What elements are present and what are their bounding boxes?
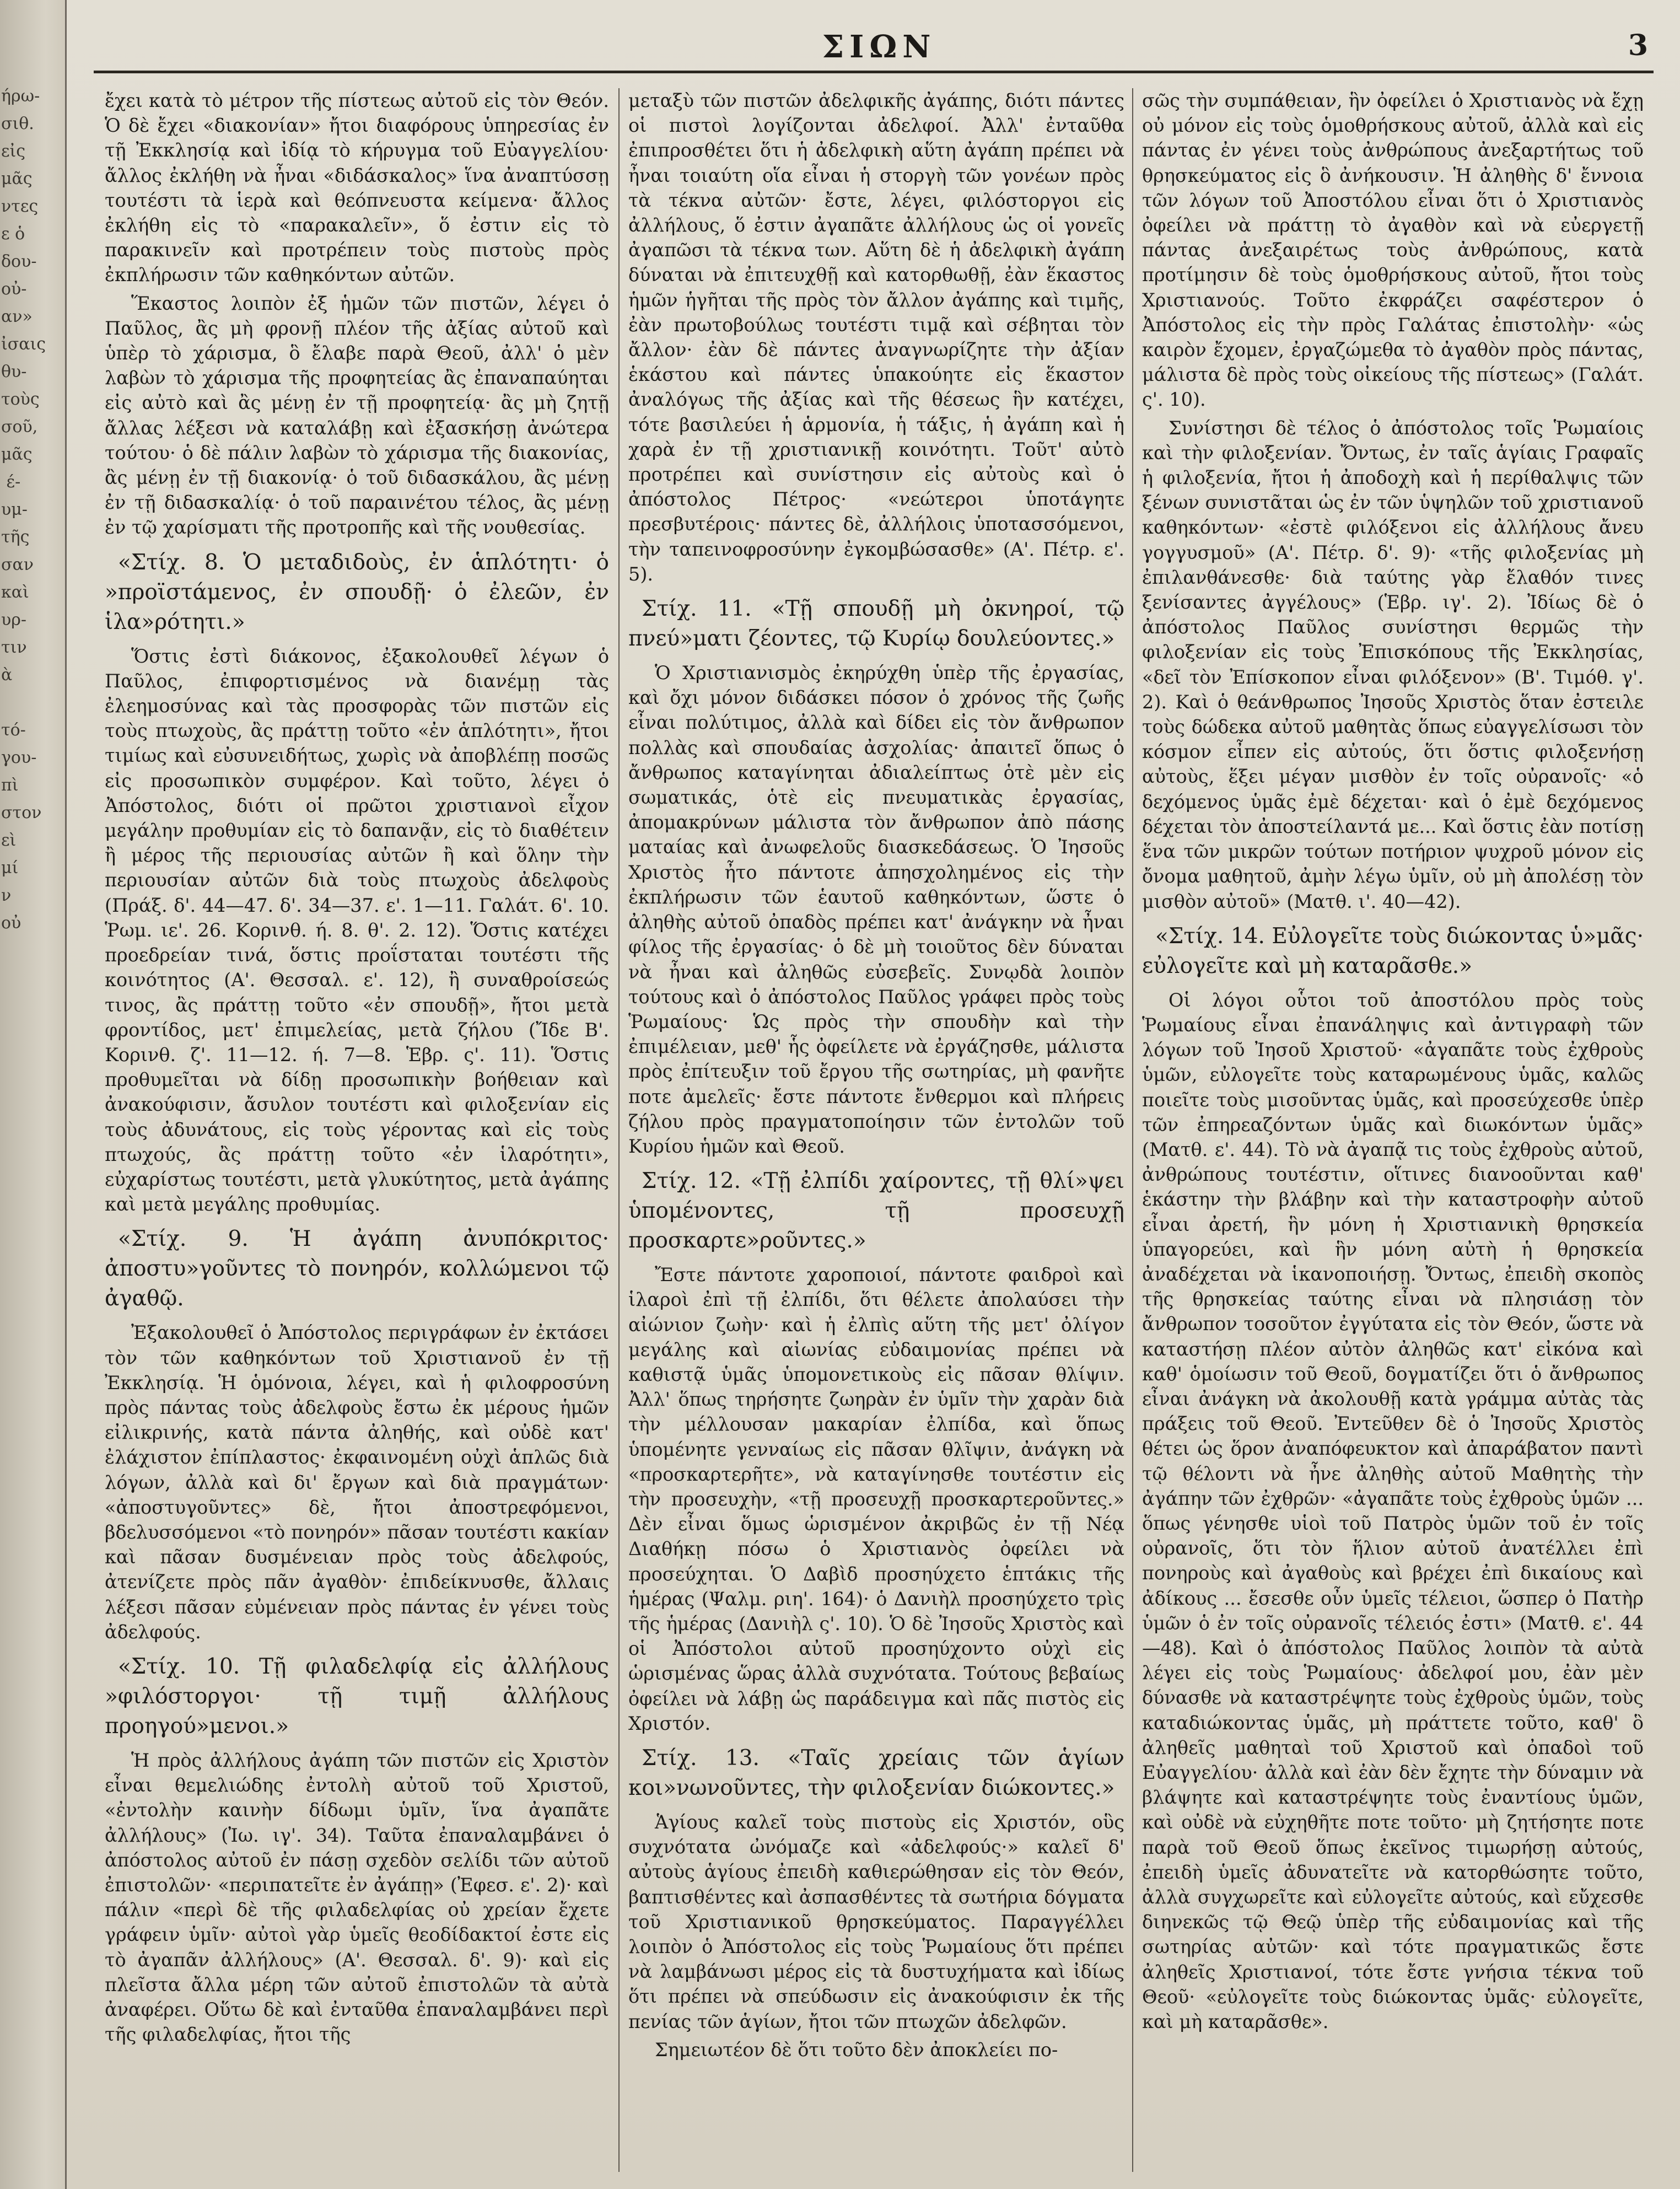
verse-heading: Στίχ. 11. «Τῇ σπουδῇ μὴ ὀκνηροί, τῷ πνεύ»ματι ζέοντες, τῷ Κυρίῳ δουλεύοντες.» bbox=[628, 596, 1124, 652]
verse-heading: «Στίχ. 8. Ὁ μεταδιδοὺς, ἐν ἁπλότητι· ὁ »προϊστάμενος, ἐν σπουδῇ· ὁ ἐλεῶν, ἐν ἱλα»ρότητι.» bbox=[105, 550, 609, 634]
adjacent-page-fragments: ήρω- σιθ. εἰς μᾶς ντες ε ὁ δου- οὐ- αν» ἰσαις θυ- τοὺς σοῦ, μᾶς έ- υμ- τῆς σαν καὶ υρ- τιν ὰ τό- γου- πὶ στον εὶ μί ν οὐ bbox=[1, 87, 46, 933]
verse-heading: Στίχ. 12. «Τῇ ἐλπίδι χαίροντες, τῇ θλί»ψει ὑπομένοντες, τῇ προσευχῇ προσκαρτε»ροῦντες.» bbox=[628, 1169, 1124, 1254]
paragraph: Ὁ Χριστιανισμὸς ἐκηρύχθη ὑπὲρ τῆς ἐργασίας, καὶ ὄχι μόνον διδάσκει πόσον ὁ χρόνος τῆς ζωῆς εἶναι πολύτιμος, ἀλλὰ καὶ δίδει εἰς τὸν ἄνθρωπον πολλὰς καὶ σπουδαίας ἀσχολίας· ἀπαιτεῖ ὅπως ὁ ἄνθρωπος καταγίνηται ἀδιαλείπτως ὁτὲ μὲν εἰς σωματικάς, ὁτὲ εἰς πνευματικὰς ἐργασίας, ἀπομακρύνων μάλιστα τὸν ἄνθρωπον ἀπὸ πάσης ματαίας καὶ ἀνωφελοῦς διασκεδάσεως. Ὁ Ἰησοῦς Χριστὸς ἦτο πάντοτε ἀπησχολημένος εἰς τὴν ἐκπλήρωσιν τῶν ἑαυτοῦ καθηκόντων, ὥστε ὁ ἀληθὴς αὐτοῦ ὀπαδὸς πρέπει κατ' ἀνάγκην νὰ ἦναι φίλος τῆς ἐργασίας· ὁ δὲ μὴ τοιοῦτος δὲν δύναται νὰ ἦναι καὶ ἀληθῶς εὐσεβεῖς. Συνῳδὰ λοιπὸν τούτους καὶ ὁ ἀπόστολος Παῦλος γράφει πρὸς τοὺς Ῥωμαίους· Ὡς πρὸς τὴν σπουδὴν καὶ τὴν ἐπιμέλειαν, μεθ' ἧς ὀφείλετε νὰ ἐργάζησθε, μάλιστα πρὸς ἐπίτευξιν τοῦ ἔργου τῆς σωτηρίας, μὴ φανῆτε ποτε ἀμελεῖς· ἔστε πάντοτε ἔνθερμοι καὶ πλήρεις ζήλου πρὸς πραγματοποίησιν τῶν ἐντολῶν τοῦ Κυρίου ἡμῶν καὶ Θεοῦ. bbox=[628, 662, 1124, 1157]
page-number: 3 bbox=[1628, 29, 1648, 62]
paragraph: Σημειωτέον δὲ ὅτι τοῦτο δὲν ἀποκλείει πο- bbox=[655, 2039, 1058, 2061]
verse-heading: «Στίχ. 14. Εὐλογεῖτε τοὺς διώκοντας ὑ»μᾶς· εὐλογεῖτε καὶ μὴ καταρᾶσθε.» bbox=[1142, 923, 1644, 978]
page-header bbox=[94, 22, 1665, 72]
verse-heading: «Στίχ. 10. Τῇ φιλαδελφίᾳ εἰς ἀλλήλους »φιλόστοργοι· τῇ τιμῇ ἀλλήλους προηγού»μενοι.» bbox=[105, 1654, 609, 1739]
column-separator bbox=[1132, 88, 1133, 2172]
header-rule bbox=[94, 71, 1654, 73]
text-column-2 bbox=[628, 88, 1124, 2172]
adjacent-page-edge bbox=[0, 0, 67, 2189]
paragraph: σῶς τὴν συμπάθειαν, ἣν ὀφείλει ὁ Χριστιανὸς νὰ ἔχῃ οὐ μόνον εἰς τοὺς ὁμοθρήσκους αὐτοῦ, ἀλλὰ καὶ εἰς πάντας ἐν γένει τοὺς ἀνθρώπους ἀνεξαρτήτως τοῦ θρησκεύματος εἰς ὃ ἀνήκουσιν. Ἡ ἀληθὴς δ' ἔννοια τῶν λόγων τοῦ Ἀποστόλου εἶναι ὅτι ὁ Χριστιανὸς ὀφείλει νὰ πράττῃ τὸ ἀγαθὸν καὶ νὰ εὐεργετῇ πάντας ἀνεξαιρέτως τοὺς ἀνθρώπους, κατὰ προτίμησιν δὲ τοὺς ὁμοθρήσκους αὐτοῦ, ἤτοι τοὺς Χριστιανούς. Τοῦτο ἐκφράζει σαφέστερον ὁ Ἀπόστολος εἰς τὴν πρὸς Γαλάτας ἐπιστολὴν· «ὡς καιρὸν ἔχομεν, ἐργαζώμεθα τὸ ἀγαθὸν πρὸς πάντας, μάλιστα δὲ πρὸς τοὺς οἰκείους τῆς πίστεως» (Γαλάτ. ς'. 10). bbox=[1142, 90, 1644, 411]
paragraph: μεταξὺ τῶν πιστῶν ἀδελφικῆς ἀγάπης, διότι πάντες οἱ πιστοὶ λογίζονται ἀδελφοί. Ἀλλ' ἐνταῦθα ἐπιπροσθέτει ὅτι ἡ ἀδελφικὴ αὕτη ἀγάπη πρέπει νὰ ἦναι τοιαύτη οἵα εἶναι ἡ στοργὴ τῶν γονέων πρὸς τὰ τέκνα αὐτῶν· ἔστε, λέγει, φιλόστοργοι εἰς ἀλλήλους, ὅ ἐστιν ἀγαπᾶτε ἀλλήλους ὡς οἱ γονεῖς ἀγαπῶσι τὰ τέκνα των. Αὕτη δὲ ἡ ἀδελφικὴ ἀγάπη δύναται νὰ ἐπιτευχθῇ καὶ κατορθωθῇ, ἐὰν ἕκαστος ἡμῶν ἡγῆται τῆς πρὸς τὸν ἄλλον ἀγάπης καὶ τιμῆς, ἐὰν πρωτοβούλως τουτέστι τιμᾷ καὶ σέβηται τὸν ἄλλον· ἐὰν δὲ πάντες ἀναγνωρίζητε τὴν ἀξίαν ἑκάστου καὶ πάντες ὑπακούητε εἰς ἕκαστον ἀναλόγως τῆς ἀξίας καὶ τῆς θέσεως ἣν κατέχει, τότε βασιλεύει ἡ ἁρμονία, ἡ τάξις, ἡ ἀγάπη καὶ ἡ χαρὰ ἐν τῇ χριστιανικῇ κοινότητι. Τοῦτ' αὐτὸ προτρέπει καὶ συνίστησιν εἰς αὐτοὺς καὶ ὁ ἀπόστολος Πέτρος· «νεώτεροι ὑποτάγητε πρεσβυτέροις· πάντες δὲ, ἀλλήλοις ὑποτασσόμενοι, τὴν ταπεινοφροσύνην ἐγκομβώσασθε» (Α'. Πέτρ. ε'. 5). bbox=[628, 90, 1124, 585]
paragraph: Οἱ λόγοι οὗτοι τοῦ ἀποστόλου πρὸς τοὺς Ῥωμαίους εἶναι ἐπανάληψις καὶ ἀντιγραφὴ τῶν λόγων τοῦ Ἰησοῦ Χριστοῦ· «ἀγαπᾶτε τοὺς ἐχθροὺς ὑμῶν, εὐλογεῖτε τοὺς καταρωμένους ὑμᾶς, καλῶς ποιεῖτε τοὺς μισοῦντας ὑμᾶς, καὶ προσεύχεσθε ὑπὲρ τῶν ἐπηρεαζόντων ὑμᾶς καὶ διωκόντων ὑμᾶς» (Ματθ. ε'. 44). Τὸ νὰ ἀγαπᾷ τις τοὺς ἐχθροὺς αὐτοῦ, ἀνθρώπους τουτέστιν, οἵτινες διανοοῦνται καθ' ἑκάστην τὴν βλάβην καὶ τὴν καταστροφὴν αὐτοῦ εἶναι ἀρετή, ἣν μόνη ἡ Χριστιανικὴ θρησκεία ὑπαγορεύει, καὶ ἣν μόνη αὐτὴ ἡ θρησκεία ἀναδέχεται νὰ ἱκανοποιήσῃ. Ὄντως, ἐπειδὴ σκοπὸς τῆς θρησκείας ταύτης εἶναι νὰ πλησιάσῃ τὸν ἄνθρωπον τοσοῦτον ἐγγύτατα εἰς τὸν Θεόν, ὥστε νὰ καταστήσῃ πλέον αὐτὸν ἀληθῶς κατ' εἰκόνα καὶ καθ' ὁμοίωσιν τοῦ Θεοῦ, δογματίζει ὅτι ὁ ἄνθρωπος εἶναι ἀνάγκη νὰ ἀκολουθῇ κατὰ γράμμα αὐτὰς τὰς πράξεις τοῦ Θεοῦ. Ἐντεῦθεν δὲ ὁ Ἰησοῦς Χριστὸς θέτει ὡς ὅρον ἀναπόφευκτον καὶ ἀπαράβατον παντὶ τῷ θέλοντι νὰ ἦνε ἀληθὴς αὐτοῦ Μαθητὴς τὴν ἀγάπην τῶν ἐχθρῶν· «ἀγαπᾶτε τοὺς ἐχθροὺς ὑμῶν ... ὅπως γένησθε υἱοὶ τοῦ Πατρὸς ὑμῶν τοῦ ἐν τοῖς οὐρανοῖς, ὅτι τὸν ἥλιον αὐτοῦ ἀνατέλλει ἐπὶ πονηροὺς καὶ ἀγαθοὺς καὶ βρέχει ἐπὶ δικαίους καὶ ἀδίκους ... ἔσεσθε οὖν ὑμεῖς τέλειοι, ὥσπερ ὁ Πατὴρ ὑμῶν ὁ ἐν τοῖς οὐρανοῖς τέλειός ἐστι» (Ματθ. ε'. 44—48). Καὶ ὁ ἀπόστολος Παῦλος λοιπὸν τὰ αὐτὰ λέγει εἰς τοὺς Ῥωμαίους· ἀδελφοί μου, ἐὰν μὲν δύνασθε νὰ καταστρέψητε τοὺς ἐχθροὺς ὑμῶν, τοὺς καταδιώκοντας ὑμᾶς, μὴ πράττετε τοῦτο, καθ' ὃ ἀληθεῖς μαθηταὶ τοῦ Χριστοῦ καὶ ὀπαδοὶ τοῦ Εὐαγγελίου· ἀλλὰ καὶ ἐὰν δὲν ἔχητε τὴν δύναμιν νὰ βλάψητε καὶ καταστρέψητε τοὺς ἐναντίους ὑμῶν, καὶ οὐδὲ νὰ εὐχηθῆτε ποτε τοῦτο· μὴ ζητήσητε ποτε παρὰ τοῦ Θεοῦ ὅπως ἐκεῖνος τιμωρήσῃ αὐτούς, ἐπειδὴ ὑμεῖς ἀδυνατεῖτε νὰ κατορθώσητε τοῦτο, ἀλλὰ συγχωρεῖτε καὶ εὐλογεῖτε αὐτούς, καὶ εὔχεσθε διηνεκῶς τῷ Θεῷ ὑπὲρ τῆς εὐδαιμονίας καὶ τῆς σωτηρίας αὐτῶν· καὶ τότε πραγματικῶς ἔστε ἀληθεῖς Χριστιανοί, τότε ἔστε γνήσια τέκνα τοῦ Θεοῦ· «εὐλογεῖτε τοὺς διώκοντας ὑμᾶς· εὐλογεῖτε, καὶ μὴ καταρᾶσθε». bbox=[1142, 989, 1644, 2033]
paragraph: Συνίστησι δὲ τέλος ὁ ἀπόστολος τοῖς Ῥωμαίοις καὶ τὴν φιλοξενίαν. Ὄντως, ἐν ταῖς ἁγίαις Γραφαῖς ἡ φιλοξενία, ἤτοι ἡ ἀποδοχὴ καὶ ἡ περίθαλψις τῶν ξένων συνιστᾶται ὡς ἐν τῶν ὑψηλῶν τοῦ χριστιανοῦ καθηκόντων· «ἐστὲ φιλόξενοι εἰς ἀλλήλους ἄνευ γογγυσμοῦ» (Α'. Πέτρ. δ'. 9)· «τῆς φιλοξενίας μὴ ἐπιλανθάνεσθε· διὰ ταύτης γὰρ ἔλαθόν τινες ξενίσαντες ἀγγέλους» (Ἑβρ. ιγ'. 2). Ἰδίως δὲ ὁ ἀπόστολος Παῦλος συνίστησι θερμῶς τὴν φιλοξενίαν εἰς τοὺς Ἐπισκόπους τῆς Ἐκκλησίας, «δεῖ τὸν Ἐπίσκοπον εἶναι φιλόξενον» (Β'. Τιμόθ. γ'. 2). Καὶ ὁ θεάνθρωπος Ἰησοῦς Χριστὸς ὅταν ἐστειλε τοὺς δώδεκα αὐτοῦ μαθητὰς ὅπως εὐαγγελίσωσι τὸν κόσμον εἶπεν εἰς αὐτούς, ὅτι ὅστις φιλοξενήσῃ αὐτοὺς, ἕξει μέγαν μισθὸν ἐν τοῖς οὐρανοῖς· «ὁ δεχόμενος ὑμᾶς ἐμὲ δέχεται· καὶ ὁ ἐμὲ δεχόμενος δέχεται τὸν ἀποστείλαντά με... Καὶ ὅστις ἐὰν ποτίσῃ ἕνα τῶν μικρῶν τούτων ποτήριον ψυχροῦ μόνον εἰς ὄνομα μαθητοῦ, ἀμὴν λέγω ὑμῖν, οὐ μὴ ἀπολέσῃ τὸν μισθὸν αὐτοῦ» (Ματθ. ι'. 40—42). bbox=[1142, 417, 1644, 912]
text-column-1 bbox=[105, 88, 609, 2172]
verse-heading: Στίχ. 13. «Ταῖς χρείαις τῶν ἁγίων κοι»νωνοῦντες, τὴν φιλοξενίαν διώκοντες.» bbox=[628, 1745, 1124, 1800]
column-separator bbox=[618, 88, 620, 2172]
paragraph: Ἕκαστος λοιπὸν ἐξ ἡμῶν τῶν πιστῶν, λέγει ὁ Παῦλος, ἂς μὴ φρονῇ πλέον τῆς ἀξίας αὐτοῦ καὶ ὑπὲρ τὸ χάρισμα, ὃ ἔλαβε παρὰ Θεοῦ, ἀλλ' ὁ μὲν λαβὼν τὸ χάρισμα τῆς προφητείας ἂς ἐπαναπαύηται εἰς αὐτὸ καὶ ἂς μένῃ ἐν τῇ προφητείᾳ· ἂς μὴ ζητῇ ἄλλας λέξεσι νὰ καταλάβῃ καὶ ἐξασκήσῃ ἀνώτερα τούτου· ὁ δὲ πάλιν λαβὼν τὸ χάρισμα τῆς διακονίας, ἂς μένῃ ἐν τῇ διακονίᾳ· ὁ τοῦ διδασκάλου, ἂς μένῃ ἐν τῇ διδασκαλίᾳ· ὁ τοῦ παραινέτου τέλος, ἂς μένῃ ἐν τῷ χαρίσματι τῆς προτροπῆς καὶ τῆς νουθεσίας. bbox=[105, 292, 609, 539]
paragraph: Ὅστις ἐστὶ διάκονος, ἐξακολουθεῖ λέγων ὁ Παῦλος, ἐπιφορτισμένος νὰ διανέμῃ τὰς ἐλεημοσύνας καὶ τὰς προσφορὰς τῶν πιστῶν εἰς τοὺς πτωχοὺς, ἂς πράττῃ τοῦτο «ἐν ἁπλότητι», ἤτοι τιμίως καὶ εὐσυνειδήτως, χωρὶς νὰ ἀποβλέπῃ ποσῶς εἰς προσωπικὸν συμφέρον. Καὶ τοῦτο, λέγει ὁ Ἀπόστολος, διότι οἱ πρῶτοι χριστιανοὶ εἶχον μεγάλην προθυμίαν εἰς τὸ δαπανᾷν, εἰς τὸ διαθέτειν ἢ μέρος τῆς περιουσίας αὐτῶν ἢ καὶ ὅλην τὴν περιουσίαν αὐτῶν διὰ τοὺς πτωχοὺς ἀδελφοὺς (Πράξ. δ'. 44—47. δ'. 34—37. ε'. 1—11. Γαλάτ. 6'. 10. Ῥωμ. ιε'. 26. Κορινθ. ή. 8. θ'. 2. 12). Ὅστις κατέχει προεδρείαν τινά, ὅστις προΐσταται τουτέστι τῆς κοινότητος (Α'. Θεσσαλ. ε'. 12), ἢ συναθροίσεώς τινος, ἂς πράττῃ τοῦτο «ἐν σπουδῇ», ἤτοι μετὰ φροντίδος, μετ' ἐπιμελείας, μετὰ ζήλου (Ἴδε Β'. Κορινθ. ζ'. 11—12. ή. 7—8. Ἑβρ. ς'. 11). Ὅστις προθυμεῖται νὰ δίδῃ προσωπικὴν βοήθειαν καὶ ἀνακούφισιν, ἄσυλον τουτέστι καὶ φιλοξενίαν εἰς τοὺς ἀδυνάτους, εἰς τοὺς γέροντας καὶ εἰς τοὺς πτωχούς, ἂς πράττῃ τοῦτο «ἐν ἱλαρότητι», εὐχαρίστως τουτέστι, μετὰ γλυκύτητος, μετὰ ἀγάπης καὶ μετὰ μεγάλης προθυμίας. bbox=[105, 645, 609, 1215]
paragraph: Ἡ πρὸς ἀλλήλους ἀγάπη τῶν πιστῶν εἰς Χριστὸν εἶναι θεμελιώδης ἐντολὴ αὐτοῦ τοῦ Χριστοῦ, «ἐντολὴν καινὴν δίδωμι ὑμῖν, ἵνα ἀγαπᾶτε ἀλλήλους» (Ἰω. ιγ'. 34). Ταῦτα ἐπαναλαμβάνει ὁ ἀπόστολος αὐτοῦ ἐν πάσῃ σχεδὸν σελίδι τῶν αὐτοῦ ἐπιστολῶν· «περιπατεῖτε ἐν ἀγάπῃ» (Ἐφεσ. ε'. 2)· καὶ πάλιν «περὶ δὲ τῆς φιλαδελφίας οὐ χρείαν ἔχετε γράφειν ὑμῖν· αὐτοὶ γὰρ ὑμεῖς θεοδίδακτοί ἐστε εἰς τὸ ἀγαπᾶν ἀλλήλους» (Α'. Θεσσαλ. δ'. 9)· καὶ εἰς πλεῖστα ἄλλα μέρη τῶν αὐτοῦ ἐπιστολῶν τὰ αὐτὰ ἀναφέρει. Οὕτω δὲ καὶ ἐνταῦθα ἐπαναλαμβάνει περὶ τῆς φιλαδελφίας, ἤτοι τῆς bbox=[105, 1749, 609, 2046]
verse-heading: «Στίχ. 9. Ἡ ἀγάπη ἀνυπόκριτος· ἀποστυ»γοῦντες τὸ πονηρόν, κολλώμενοι τῷ ἀγαθῷ. bbox=[105, 1227, 609, 1311]
paragraph: Ἁγίους καλεῖ τοὺς πιστοὺς εἰς Χριστόν, οὓς συχνότατα ὠνόμαζε καὶ «ἀδελφούς·» καλεῖ δ' αὐτοὺς ἁγίους ἐπειδὴ καθιερώθησαν εἰς τὸν Θεόν, βαπτισθέντες καὶ ἀσπασθέντες τὰ σωτήρια δόγματα τοῦ Χριστιανικοῦ θρησκεύματος. Παραγγέλλει λοιπὸν ὁ Ἀπόστολος εἰς τοὺς Ῥωμαίους ὅτι πρέπει νὰ λαμβάνωσι μέρος εἰς τὰ δυστυχήματα καὶ ἰδίως ὅτι πρέπει νὰ σπεύδωσιν εἰς ἀνακούφισιν ἐκ τῆς πενίας τῶν ἁγίων, ἤτοι τῶν πτωχῶν ἀδελφῶν. bbox=[628, 1811, 1124, 2032]
paragraph: Ἔστε πάντοτε χαροποιοί, πάντοτε φαιδροὶ καὶ ἱλαροὶ ἐπὶ τῇ ἐλπίδι, ὅτι θέλετε ἀπολαύσει τὴν αἰώνιον ζωὴν· καὶ ἡ ἐλπὶς αὕτη τῆς μετ' ὀλίγον μεγάλης καὶ αἰωνίας εὐδαιμονίας πρέπει νὰ καθιστᾷ ὑμᾶς ὑπομονετικοὺς εἰς πᾶσαν θλίψιν. Ἀλλ' ὅπως τηρήσητε ζωηρὰν ἐν ὑμῖν τὴν χαρὰν διὰ τὴν μέλλουσαν μακαρίαν ἐλπίδα, καὶ ὅπως ὑπομένητε γενναίως εἰς πᾶσαν θλῖψιν, ἀνάγκη νὰ «προσκαρτερῆτε», νὰ καταγίνησθε τουτέστιν εἰς τὴν προσευχὴν, «τῇ προσευχῇ προσκαρτεροῦντες.» Δὲν εἶναι ὅμως ὡρισμένον ἀκριβῶς ἐν τῇ Νέᾳ Διαθήκῃ πόσω ὁ Χριστιανὸς ὀφείλει νὰ προσεύχηται. Ὁ Δαβὶδ προσηύχετο ἑπτάκις τῆς ἡμέρας (Ψαλμ. ριη'. 164)· ὁ Δανιὴλ προσηύχετο τρὶς τῆς ἡμέρας (Δανιὴλ ς'. 10). Ὁ δὲ Ἰησοῦς Χριστὸς καὶ οἱ Ἀπόστολοι αὐτοῦ προσηύχοντο οὐχὶ εἰς ὡρισμένας ὥρας ἀλλὰ συχνότατα. Τούτους βεβαίως ὀφείλει νὰ λάβῃ ὡς παράδειγμα καὶ πᾶς πιστὸς εἰς Χριστόν. bbox=[628, 1264, 1124, 1734]
paragraph: ἔχει κατὰ τὸ μέτρον τῆς πίστεως αὐτοῦ εἰς τὸν Θεόν. Ὁ δὲ ἔχει «διακονίαν» ἤτοι διαφόρους ὑπηρεσίας ἐν τῇ Ἐκκλησίᾳ καὶ ἰδίᾳ τὸ κήρυγμα τοῦ Εὐαγγελίου· ἄλλος ἐκλήθη νὰ ἦναι «διδάσκαλος» ἵνα ἀναπτύσσῃ τουτέστι τὰ ἱερὰ καὶ θεόπνευστα κείμενα· ἄλλος ἐκλήθη εἰς τὸ «παρακαλεῖν», ὅ ἐστιν εἰς τὸ παρακινεῖν καὶ προτρέπειν τοὺς πιστοὺς πρὸς ἐκπλήρωσιν τῶν καθηκόντων αὐτῶν. bbox=[105, 90, 609, 286]
paragraph: Ἐξακολουθεῖ ὁ Ἀπόστολος περιγράφων ἐν ἐκτάσει τὸν τῶν καθηκόντων τοῦ Χριστιανοῦ ἐν τῇ Ἐκκλησίᾳ. Ἡ ὁμόνοια, λέγει, καὶ ἡ φιλοφροσύνη πρὸς πάντας τοὺς ἀδελφοὺς ἔστω ἐκ μέρους ἡμῶν εἰλικρινής, κατὰ πάντα ἀληθής, καὶ οὐδὲ κατ' ἐλάχιστον ἐπίπλαστος· ἐκφαινομένη οὐχὶ ἁπλῶς διὰ λόγων, ἀλλὰ καὶ δι' ἔργων καὶ διὰ πραγμάτων· «ἀποστυγοῦντες» δὲ, ἤτοι ἀποστρεφόμενοι, βδελυσσόμενοι «τὸ πονηρόν» πᾶσαν τουτέστι κακίαν καὶ πᾶσαν δυσμένειαν πρὸς τοὺς ἀδελφούς, ἀτενίζετε πρὸς πᾶν ἀγαθὸν· ἐπιδείκνυσθε, ἄλλαις λέξεσι πᾶσαν εὐμένειαν πρὸς πάντας ἐν γένει τοὺς ἀδελφούς. bbox=[105, 1322, 609, 1643]
masthead: ΣΙΩΝ bbox=[822, 29, 936, 65]
text-column-3 bbox=[1142, 88, 1644, 2172]
